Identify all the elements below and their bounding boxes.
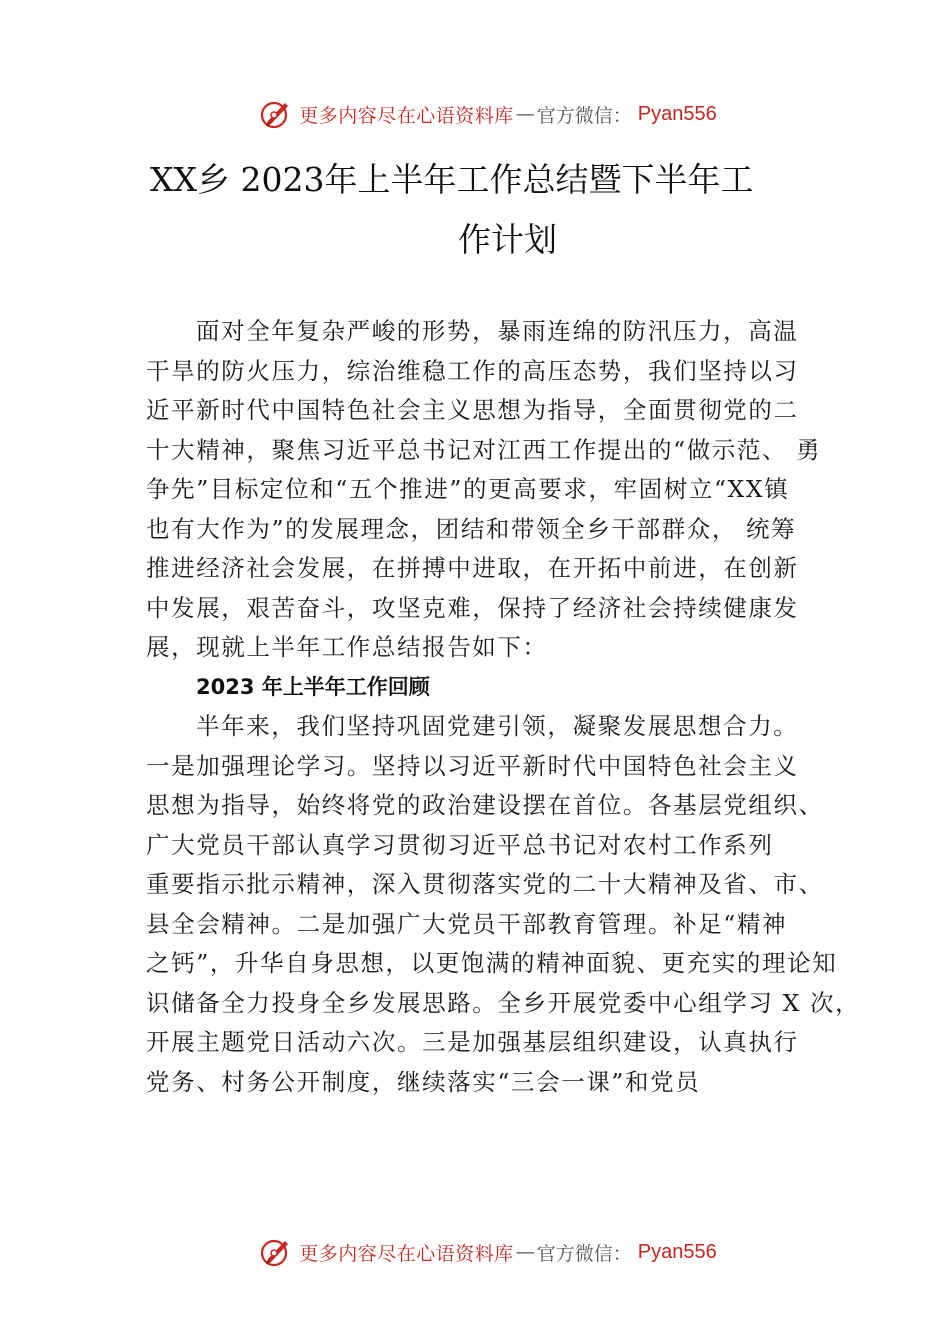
body-line: 开展主题党日活动六次。三是加强基层组织建设，认真执行 — [146, 1028, 799, 1056]
pen-logo-icon — [259, 1235, 293, 1269]
header-watermark — [0, 94, 950, 134]
document-body — [146, 312, 861, 1102]
watermark-text: 更多内容尽在心语资料库 — [299, 104, 514, 127]
intro-line: 近平新时代中国特色社会主义思想为指导，全面贯彻党的二 — [146, 396, 799, 424]
intro-line: 中发展，艰苦奋斗，攻坚克难，保持了经济社会持续健康发 — [146, 593, 799, 622]
body-line: 党务、村务公开制度，继续落实“三会一课”和党员 — [146, 1067, 701, 1096]
watermark-wechat-label: 官方微信： — [536, 1242, 632, 1265]
intro-line: 争先”目标定位和“五个推进”的更高要求，牢固树立“XX镇 — [146, 475, 790, 503]
body-line: 识储备全力投身全乡发展思路。全乡开展党委中心组学习 X 次， — [146, 988, 861, 1017]
intro-line: 也有大作为”的发展理念，团结和带领全乡干部群众， 统筹 — [146, 514, 797, 543]
watermark-wechat-id: Pyan556 — [637, 102, 717, 125]
watermark-wechat-id: Pyan556 — [637, 1240, 717, 1263]
footer-watermark — [0, 1232, 950, 1272]
intro-line: 十大精神，聚焦习近平总书记对江西工作提出的“做示范、 勇 — [146, 435, 822, 464]
watermark-dash: — — [515, 103, 535, 125]
body-line: 半年来，我们坚持巩固党建引领，凝聚发展思想合力。 — [196, 712, 799, 740]
watermark-text: 更多内容尽在心语资料库 — [299, 1242, 514, 1265]
body-line: 之钙”，升华自身思想，以更饱满的精神面貌、更充实的理论知 — [146, 949, 838, 977]
section-heading: 2023 年上半年工作回顾 — [196, 674, 430, 699]
body-line: 思想为指导，始终将党的政治建设摆在首位。各基层党组织、 — [146, 791, 824, 819]
document-title-line-1: XX乡 2023年上半年工作总结暨下半年工 — [150, 160, 754, 199]
body-line: 县全会精神。二是加强广大党员干部教育管理。补足“精神 — [146, 909, 788, 938]
intro-line: 展，现就上半年工作总结报告如下： — [146, 633, 548, 661]
intro-line: 干旱的防火压力，综治维稳工作的高压态势，我们坚持以习 — [146, 356, 799, 385]
body-line: 一是加强理论学习。坚持以习近平新时代中国特色社会主义 — [146, 751, 799, 780]
body-line: 广大党员干部认真学习贯彻习近平总书记对农村工作系列 — [146, 830, 774, 859]
intro-line: 面对全年复杂严峻的形势，暴雨连绵的防汛压力，高温 — [196, 317, 799, 345]
body-line: 重要指示批示精神，深入贯彻落实党的二十大精神及省、市、 — [146, 870, 824, 898]
watermark-dash: — — [515, 1241, 535, 1263]
pen-logo-icon — [259, 97, 293, 131]
intro-line: 推进经济社会发展，在拼搏中进取，在开拓中前进，在创新 — [146, 554, 799, 582]
watermark-wechat-label: 官方微信： — [536, 104, 632, 127]
document-title-line-2: 作计划 — [458, 220, 557, 259]
